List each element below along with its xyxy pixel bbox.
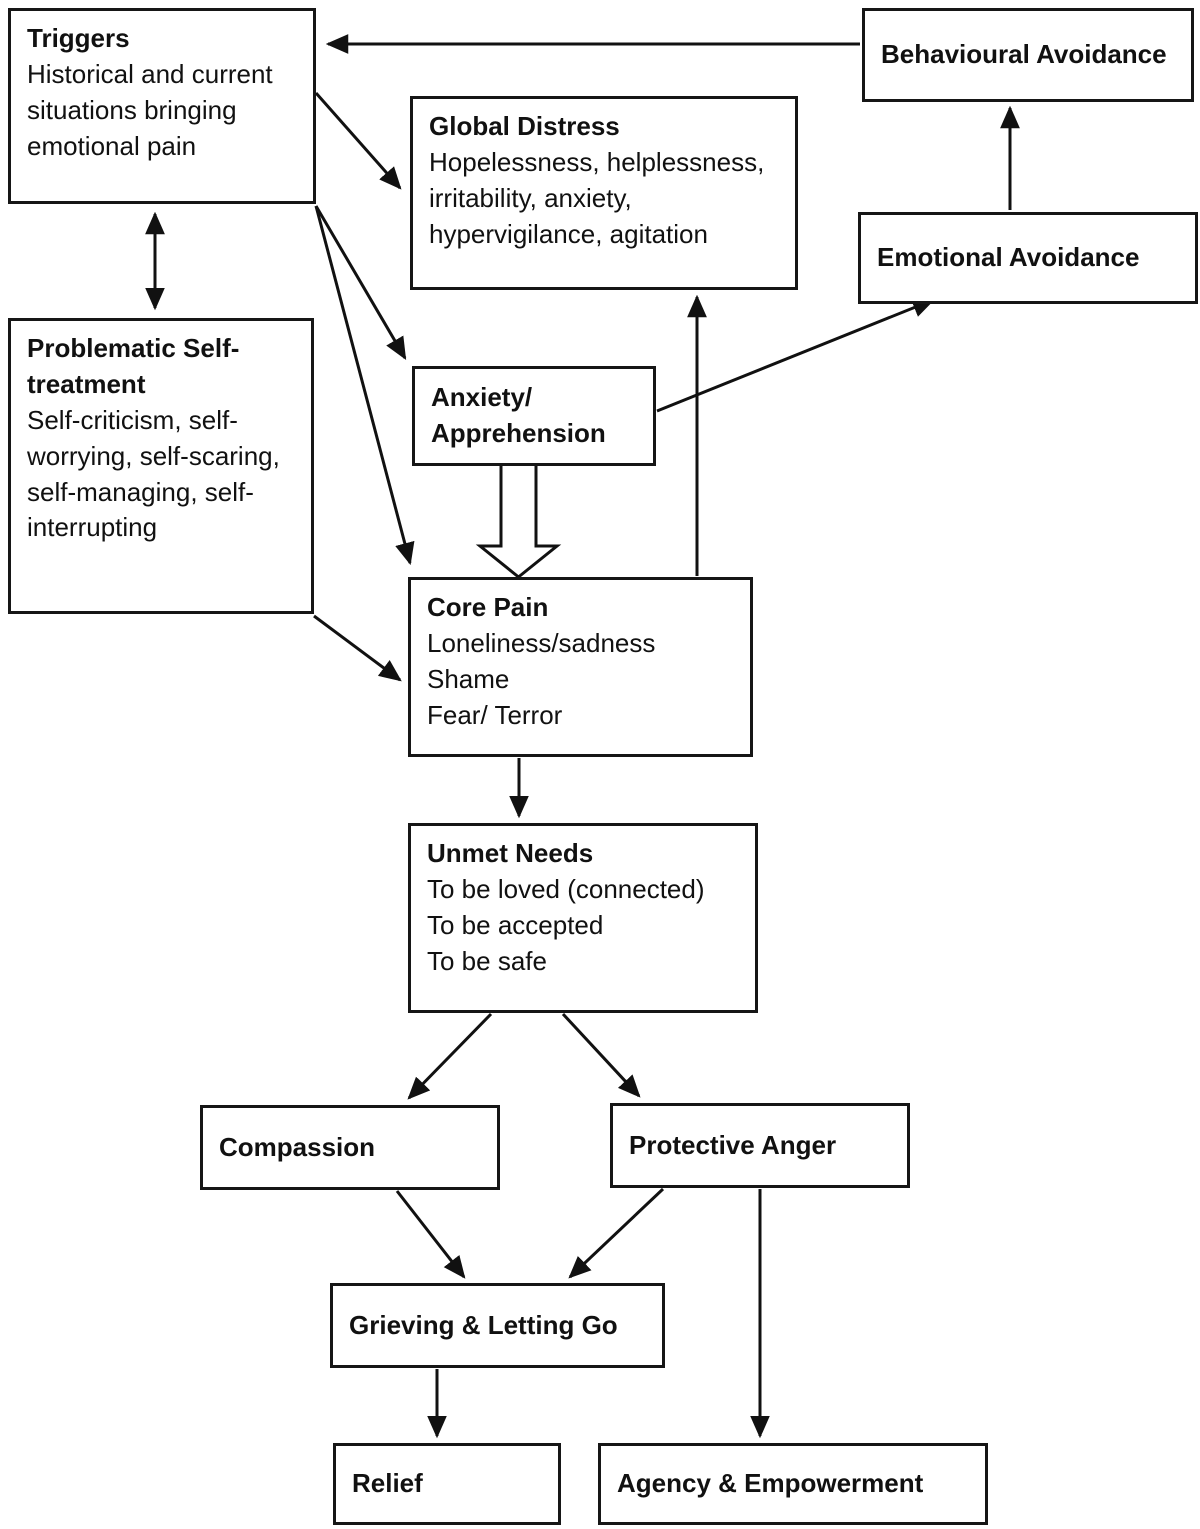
node-triggers-body: Historical and current situations bringing emotional pain: [27, 58, 273, 161]
arrow-unmet-needs-to-protective-anger: [563, 1014, 639, 1096]
node-global-distress-body: Hopelessness, helplessness, irritability, anxiety, hypervigilance, agitation: [429, 146, 765, 249]
node-problematic-self-treatment-title: Problematic Self-treatment: [27, 333, 240, 399]
arrow-triggers-to-global-distress: [316, 93, 400, 188]
node-anxiety-title-line2: Apprehension: [431, 418, 606, 448]
arrow-triggers-to-anxiety: [316, 206, 405, 358]
node-anxiety-title-line1: Anxiety/: [431, 382, 533, 413]
node-agency-empowerment-title: Agency & Empowerment: [617, 1468, 924, 1499]
node-triggers: [8, 8, 316, 204]
arrow-problematic-to-core-pain: [314, 616, 400, 680]
node-unmet-needs-title: Unmet Needs: [427, 838, 594, 868]
node-core-pain: [408, 577, 753, 757]
node-core-pain-title: Core Pain: [427, 592, 549, 622]
node-global-distress: [410, 96, 798, 290]
node-emotional-avoidance: [858, 212, 1198, 304]
node-triggers-title: Triggers: [27, 23, 130, 53]
arrow-protective-anger-to-grieving: [570, 1189, 663, 1277]
node-behavioural-avoidance-title: Behavioural Avoidance: [881, 39, 1167, 70]
node-problematic-self-treatment-body: Self-criticism, self-worrying, self-scaring, self-managing, self-interrupting: [27, 404, 280, 543]
node-emotional-avoidance-title: Emotional Avoidance: [877, 242, 1140, 273]
block-arrow-anxiety-to-core-pain: [480, 466, 557, 577]
node-agency-empowerment: [598, 1443, 988, 1525]
arrow-triggers-to-core-pain: [316, 206, 410, 563]
node-global-distress-title: Global Distress: [429, 111, 620, 141]
node-relief: [333, 1443, 561, 1525]
node-behavioural-avoidance: [862, 8, 1194, 102]
node-core-pain-line: Fear/ Terror: [427, 699, 563, 730]
arrow-compassion-to-grieving: [397, 1191, 464, 1277]
node-compassion-title: Compassion: [219, 1131, 376, 1162]
node-relief-title: Relief: [352, 1468, 423, 1499]
node-unmet-needs-line: To be accepted: [427, 909, 604, 940]
node-core-pain-line: Loneliness/sadness: [427, 627, 656, 658]
node-problematic-self-treatment: [8, 318, 314, 614]
node-unmet-needs: [408, 823, 758, 1013]
node-protective-anger: [610, 1103, 910, 1188]
node-unmet-needs-line: To be safe: [427, 945, 547, 976]
node-grieving-letting-go-title: Grieving & Letting Go: [349, 1309, 618, 1340]
node-grieving-letting-go: [330, 1283, 665, 1368]
node-compassion: [200, 1105, 500, 1190]
node-core-pain-line: Shame: [427, 663, 510, 694]
node-anxiety-apprehension: [412, 366, 656, 466]
node-protective-anger-title: Protective Anger: [629, 1129, 837, 1160]
node-unmet-needs-line: To be loved (connected): [427, 873, 705, 904]
arrow-unmet-needs-to-compassion: [409, 1014, 491, 1098]
